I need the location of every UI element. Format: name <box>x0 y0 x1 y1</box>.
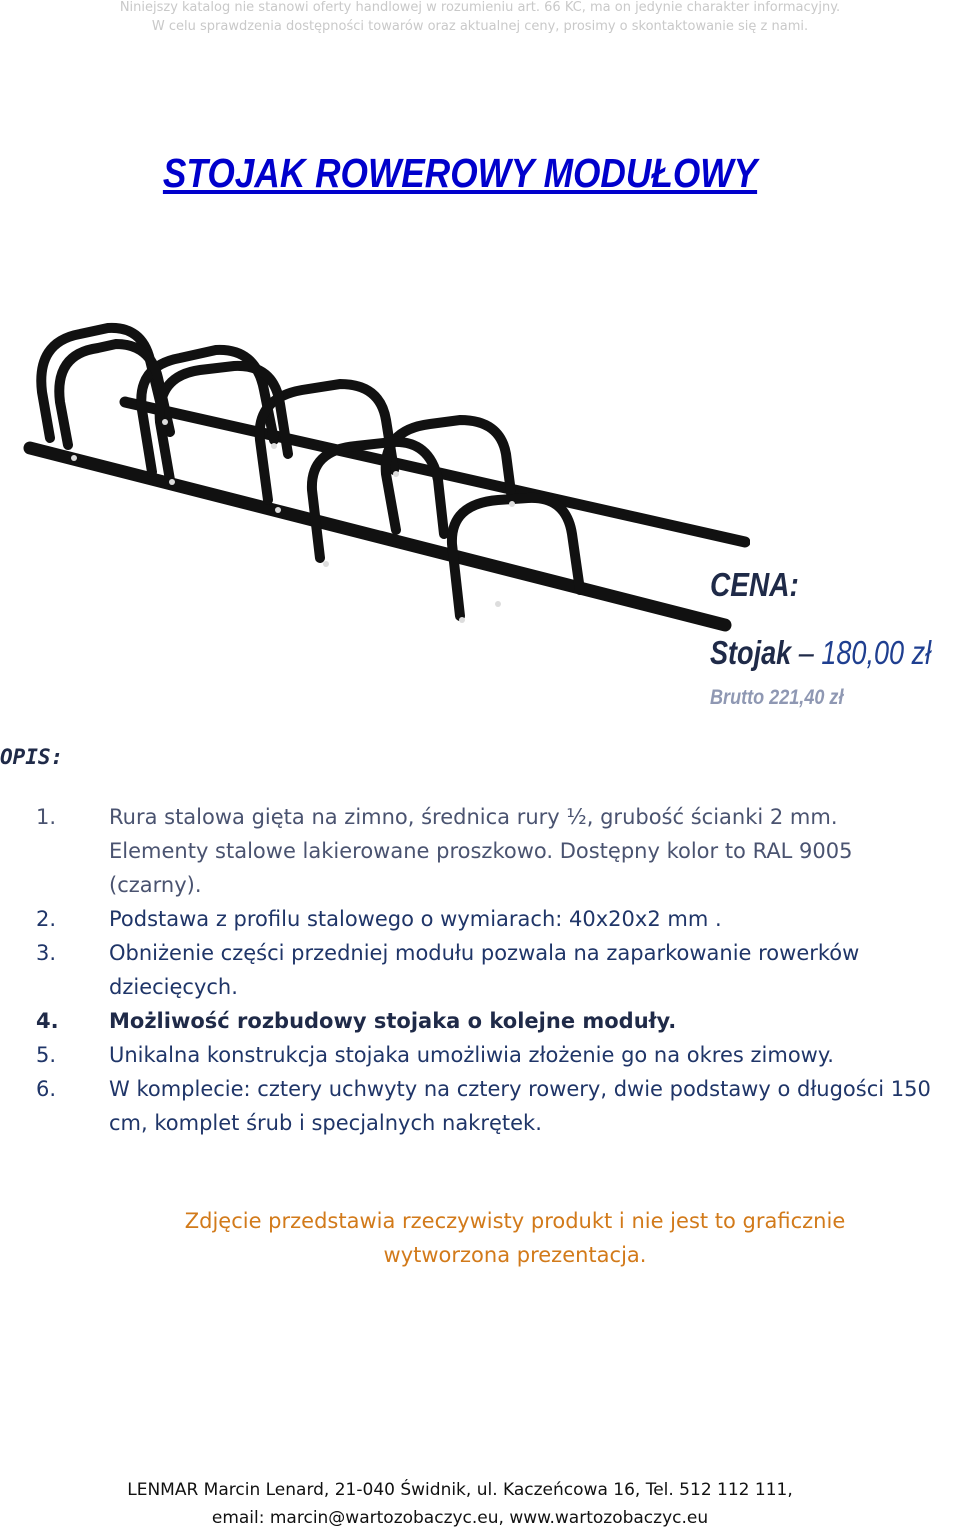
footer-address: LENMAR Marcin Lenard, 21-040 Świdnik, ul. Kaczeńcowa 16, Tel. 512 112 111, <box>127 1480 793 1500</box>
description-label: OPIS: <box>0 745 64 769</box>
list-item-text: Unikalna konstrukcja stojaka umożliwia złożenie go na okres zimowy. <box>109 1043 834 1067</box>
footer-contact: email: marcin@wartozobaczyc.eu, www.wartozobaczyc.eu <box>211 1508 709 1528</box>
list-item-text: Możliwość rozbudowy stojaka o kolejne moduły. <box>109 1009 677 1033</box>
list-item-text: Podstawa z profilu stalowego o wymiarach: 40x20x2 mm . <box>109 907 722 931</box>
price-gross: Brutto 221,40 zł <box>710 686 844 709</box>
list-item-text: W komplecie: cztery uchwyty na cztery rowery, dwie podstawy o długości 150 cm, komplet śrub i specjalnych nakrętek. <box>109 1077 931 1135</box>
list-item-number: 4. <box>36 1009 59 1033</box>
disclaimer-line-2: W celu sprawdzenia dostępności towarów oraz aktualnej ceny, prosimy o skontaktowanie się z nami. <box>151 19 809 34</box>
list-item <box>0 936 940 1004</box>
photo-note: Zdjęcie przedstawia rzeczywisty produkt i nie jest to graficznie wytworzona prezentacja. <box>184 1209 846 1267</box>
bike-rack-photo <box>20 320 750 690</box>
list-item-number: 5. <box>36 1043 57 1067</box>
list-item <box>0 1038 940 1072</box>
price-dash: – <box>798 634 814 671</box>
list-item <box>0 1072 940 1140</box>
price-label: CENA: <box>710 566 799 603</box>
page-title: STOJAK ROWEROWY MODUŁOWY <box>162 150 758 196</box>
list-item-number: 6. <box>36 1077 57 1101</box>
list-item-number: 1. <box>36 805 57 829</box>
list-item-number: 3. <box>36 941 57 965</box>
description-list <box>0 800 940 1140</box>
list-item <box>0 902 940 936</box>
list-item <box>0 1004 940 1038</box>
list-item-text: Obniżenie części przedniej modułu pozwala na zaparkowanie rowerków dziecięcych. <box>109 941 860 999</box>
list-item-text: Rura stalowa gięta na zimno, średnica rury ½, grubość ścianki 2 mm. Elementy stalowe lakierowane proszkowo. Dostępny kolor to RAL 9005 (czarny). <box>109 805 853 897</box>
price-line <box>710 634 931 672</box>
disclaimer-line-1: Niniejszy katalog nie stanowi oferty handlowej w rozumieniu art. 66 KC, ma on jedynie charakter informacyjny. <box>119 0 841 15</box>
price-amount: 180,00 zł <box>821 634 932 671</box>
list-item-number: 2. <box>36 907 57 931</box>
price-item-name: Stojak <box>710 634 792 671</box>
list-item <box>0 800 940 902</box>
